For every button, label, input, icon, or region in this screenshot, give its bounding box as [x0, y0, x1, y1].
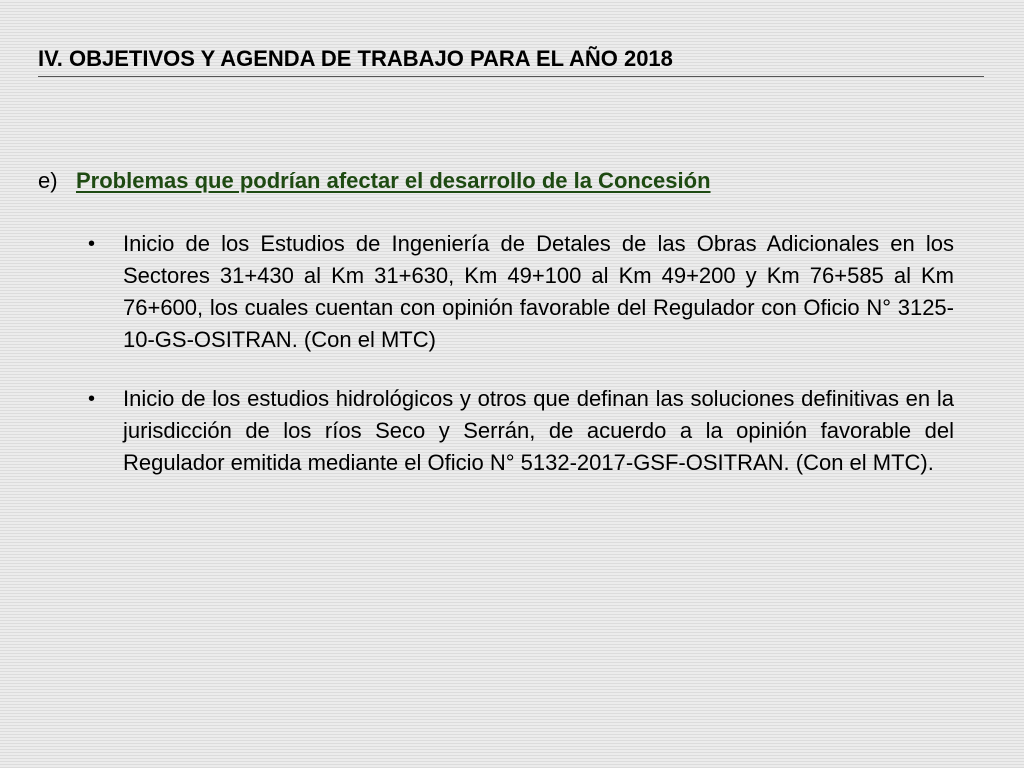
bullet-text: Inicio de los estudios hidrológicos y otros que definan las soluciones definitivas en la jurisdicción de los ríos Seco y Serrán, de acuerdo a la opinión favorable del Regulador emitida mediante el Oficio N° 5132-2017-GSF-OSITRAN. (Con el MTC). [123, 386, 954, 475]
bullet-list [88, 228, 954, 506]
bullet-item-estudios-hidrologicos [88, 383, 954, 479]
bullet-icon: • [88, 388, 96, 410]
slide-header-title: IV. OBJETIVOS Y AGENDA DE TRABAJO PARA EL AÑO 2018 [38, 46, 673, 71]
bullet-text: Inicio de los Estudios de Ingeniería de Detales de las Obras Adicionales en los Sectores 31+430 al Km 31+630, Km 49+100 al Km 49+200 y Km 76+585 al Km 76+600, los cuales cuentan con opinión favorable del Regulador con Oficio N° 3125-10-GS-OSITRAN. (Con el MTC) [123, 231, 954, 352]
section-heading [38, 168, 711, 194]
section-title: Problemas que podrían afectar el desarrollo de la Concesión [76, 168, 711, 193]
bullet-icon: • [88, 233, 96, 255]
header-divider [38, 76, 984, 77]
section-letter: e) [38, 168, 58, 193]
bullet-item-estudios-ingenieria [88, 228, 954, 356]
